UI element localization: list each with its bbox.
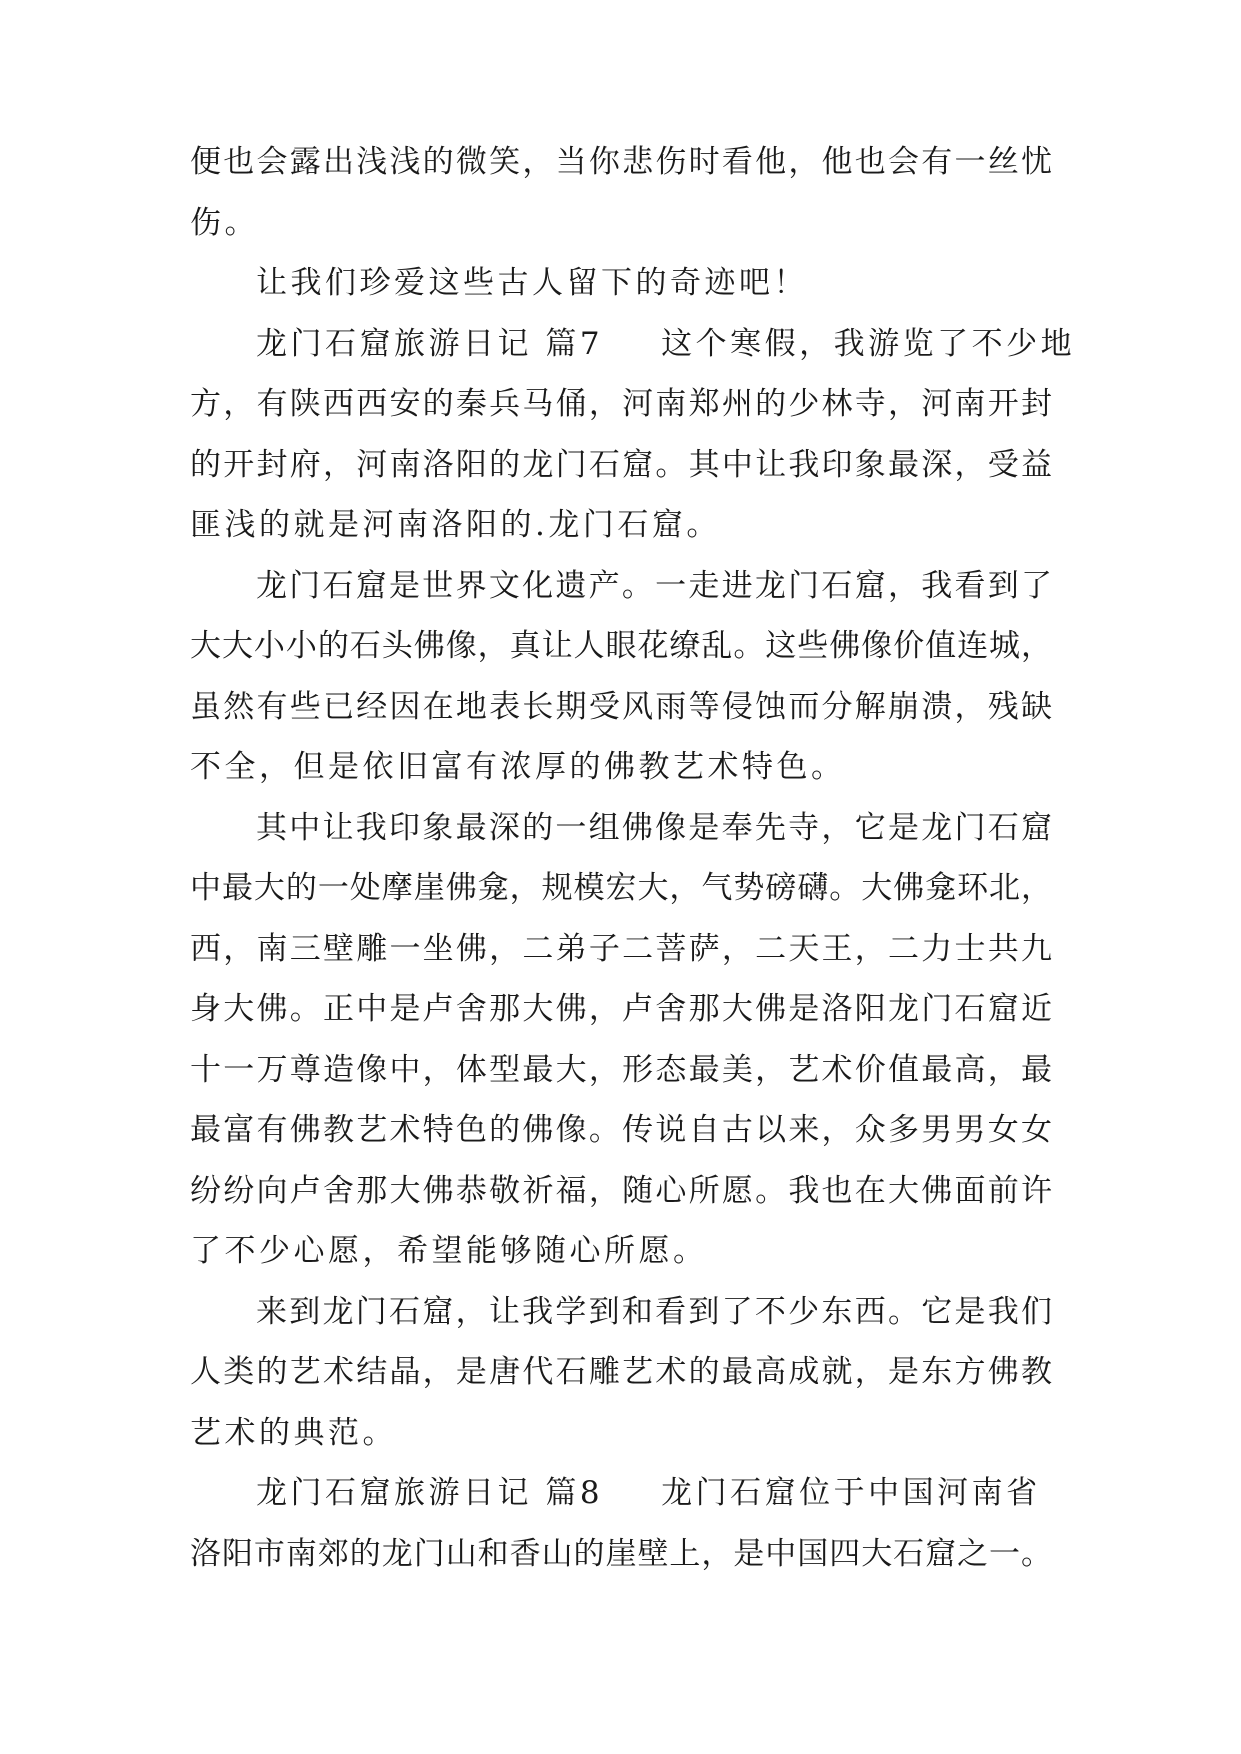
text-line: 最富有佛教艺术特色的佛像。传说自古以来，众多男男女女 xyxy=(190,1112,1052,1148)
text-run: 龙门石窟位于中国河南省 xyxy=(661,1475,1041,1511)
text-line: 不全，但是依旧富有浓厚的佛教艺术特色。 xyxy=(190,749,846,785)
text-line: 伤。 xyxy=(190,204,259,241)
document-body xyxy=(190,132,1076,1584)
text-line: 让我们珍爱这些古人留下的奇迹吧！ xyxy=(256,265,808,301)
section-heading-line xyxy=(190,1463,1052,1524)
text-run: 这个寒假，我游览了不少地 xyxy=(661,325,1076,362)
text-line: 方，有陕西西安的秦兵马俑，河南郑州的少林寺，河南开封 xyxy=(190,386,1052,422)
section-heading: 龙门石窟旅游日记 篇7 xyxy=(256,325,604,362)
text-line: 大大小小的石头佛像，真让人眼花缭乱。这些佛像价值连城， xyxy=(190,628,1052,664)
text-line: 纷纷向卢舍那大佛恭敬祈福，随心所愿。我也在大佛面前许 xyxy=(190,1172,1052,1209)
text-line: 其中让我印象最深的一组佛像是奉先寺，它是龙门石窟 xyxy=(256,809,1052,846)
section-heading: 龙门石窟旅游日记 篇8 xyxy=(256,1475,604,1511)
text-line: 了不少心愿，希望能够随心所愿。 xyxy=(190,1233,708,1269)
text-line: 十一万尊造像中，体型最大，形态最美，艺术价值最高，最 xyxy=(190,1051,1052,1088)
text-line: 来到龙门石窟，让我学到和看到了不少东西。它是我们 xyxy=(256,1293,1052,1330)
text-line: 艺术的典范。 xyxy=(190,1414,397,1451)
text-line: 龙门石窟是世界文化遗产。一走进龙门石窟，我看到了 xyxy=(256,567,1052,604)
section-heading-line xyxy=(190,314,1076,375)
text-line: 匪浅的就是河南洛阳的.龙门石窟。 xyxy=(190,507,721,543)
text-line: 便也会露出浅浅的微笑，当你悲伤时看他，他也会有一丝忧 xyxy=(190,144,1052,180)
text-line: 中最大的一处摩崖佛龛，规模宏大，气势磅礴。大佛龛环北， xyxy=(190,870,1052,906)
text-line: 洛阳市南郊的龙门山和香山的崖壁上，是中国四大石窟之一。 xyxy=(190,1535,1052,1572)
text-line: 虽然有些已经因在地表长期受风雨等侵蚀而分解崩溃，残缺 xyxy=(190,688,1052,725)
text-line: 身大佛。正中是卢舍那大佛，卢舍那大佛是洛阳龙门石窟近 xyxy=(190,991,1052,1027)
text-line: 的开封府，河南洛阳的龙门石窟。其中让我印象最深，受益 xyxy=(190,446,1052,483)
text-line: 西，南三壁雕一坐佛，二弟子二菩萨，二天王，二力士共九 xyxy=(190,930,1052,967)
text-line: 人类的艺术结晶，是唐代石雕艺术的最高成就，是东方佛教 xyxy=(190,1354,1052,1390)
